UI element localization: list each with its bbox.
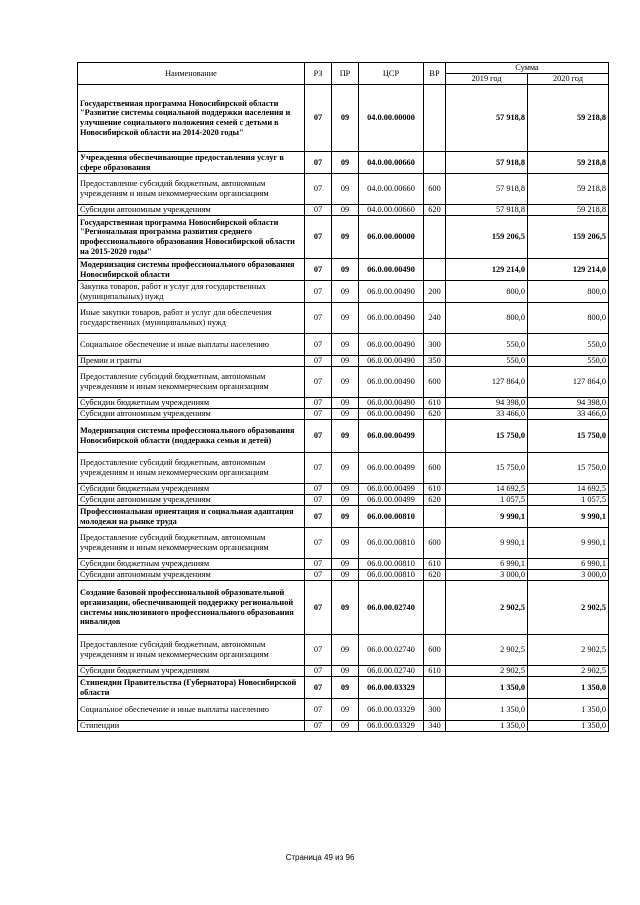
row-name: Государственная программа Новосибирской области "Региональная программа развития среднего профессионального образования Новосибирской области на 2015-2020 годы" <box>78 216 305 259</box>
row-pr: 09 <box>332 635 359 666</box>
row-csr: 06.0.00.00490 <box>359 367 424 398</box>
row-rz: 07 <box>305 216 332 259</box>
row-pr: 09 <box>332 721 359 732</box>
row-sum-2020: 59 218,8 <box>528 85 609 152</box>
row-pr: 09 <box>332 666 359 677</box>
row-pr: 09 <box>332 570 359 581</box>
row-csr: 06.0.00.00490 <box>359 303 424 334</box>
row-csr: 06.0.00.00490 <box>359 334 424 356</box>
row-csr: 06.0.00.03329 <box>359 699 424 721</box>
row-rz: 07 <box>305 205 332 216</box>
row-sum-2019: 14 692,5 <box>446 484 528 495</box>
row-rz: 07 <box>305 495 332 506</box>
row-vr: 300 <box>424 699 446 721</box>
table-row <box>78 303 609 334</box>
row-csr: 06.0.00.00490 <box>359 398 424 409</box>
row-rz: 07 <box>305 334 332 356</box>
row-rz: 07 <box>305 367 332 398</box>
row-csr: 06.0.00.00490 <box>359 259 424 281</box>
row-pr: 09 <box>332 281 359 303</box>
row-pr: 09 <box>332 677 359 699</box>
row-name: Субсидии автономным учреждениям <box>78 495 305 506</box>
header-sum: Сумма <box>446 63 609 74</box>
row-vr: 600 <box>424 635 446 666</box>
row-vr <box>424 85 446 152</box>
row-rz: 07 <box>305 174 332 205</box>
row-sum-2019: 94 398,0 <box>446 398 528 409</box>
row-name: Предоставление субсидий бюджетным, автономным учреждениям и иным некоммерческим организациям <box>78 528 305 559</box>
row-csr: 06.0.00.03329 <box>359 721 424 732</box>
row-pr: 09 <box>332 174 359 205</box>
table-row <box>78 205 609 216</box>
row-name: Стипендии Правительства (Губернатора) Новосибирской области <box>78 677 305 699</box>
table-row <box>78 453 609 484</box>
table-row <box>78 398 609 409</box>
row-sum-2020: 127 864,0 <box>528 367 609 398</box>
row-pr: 09 <box>332 367 359 398</box>
row-name: Социальное обеспечение и иные выплаты населению <box>78 699 305 721</box>
row-sum-2019: 15 750,0 <box>446 453 528 484</box>
row-rz: 07 <box>305 677 332 699</box>
row-vr: 340 <box>424 721 446 732</box>
page-number: Страница 49 из 96 <box>285 853 355 862</box>
row-sum-2020: 59 218,8 <box>528 152 609 174</box>
row-pr: 09 <box>332 356 359 367</box>
row-vr: 620 <box>424 495 446 506</box>
row-pr: 09 <box>332 453 359 484</box>
row-rz: 07 <box>305 398 332 409</box>
row-pr: 09 <box>332 303 359 334</box>
row-rz: 07 <box>305 635 332 666</box>
row-sum-2019: 1 350,0 <box>446 677 528 699</box>
row-csr: 06.0.00.00499 <box>359 484 424 495</box>
row-csr: 06.0.00.00810 <box>359 506 424 528</box>
header-csr: ЦСР <box>359 63 424 85</box>
table-row <box>78 506 609 528</box>
row-pr: 09 <box>332 85 359 152</box>
header-2020: 2020 год <box>528 74 609 85</box>
row-vr <box>424 152 446 174</box>
row-rz: 07 <box>305 303 332 334</box>
row-rz: 07 <box>305 356 332 367</box>
row-rz: 07 <box>305 721 332 732</box>
row-csr: 04.0.00.00660 <box>359 152 424 174</box>
row-pr: 09 <box>332 152 359 174</box>
header-name: Наименование <box>78 63 305 85</box>
row-name: Субсидии бюджетным учреждениям <box>78 484 305 495</box>
row-vr: 620 <box>424 570 446 581</box>
row-csr: 06.0.00.02740 <box>359 635 424 666</box>
row-pr: 09 <box>332 495 359 506</box>
row-sum-2020: 14 692,5 <box>528 484 609 495</box>
row-rz: 07 <box>305 85 332 152</box>
row-rz: 07 <box>305 453 332 484</box>
row-sum-2020: 159 206,5 <box>528 216 609 259</box>
row-pr: 09 <box>332 506 359 528</box>
row-vr <box>424 216 446 259</box>
row-name: Предоставление субсидий бюджетным, автономным учреждениям и иным некоммерческим организациям <box>78 174 305 205</box>
row-vr: 240 <box>424 303 446 334</box>
row-sum-2020: 1 350,0 <box>528 677 609 699</box>
row-name: Премии и гранты <box>78 356 305 367</box>
row-vr: 610 <box>424 398 446 409</box>
table-row <box>78 484 609 495</box>
table-row <box>78 409 609 420</box>
row-sum-2019: 550,0 <box>446 334 528 356</box>
row-name: Субсидии бюджетным учреждениям <box>78 559 305 570</box>
row-rz: 07 <box>305 528 332 559</box>
row-vr <box>424 259 446 281</box>
row-csr: 04.0.00.00660 <box>359 174 424 205</box>
header-rz: РЗ <box>305 63 332 85</box>
row-vr: 600 <box>424 528 446 559</box>
row-sum-2019: 9 990,1 <box>446 506 528 528</box>
row-pr: 09 <box>332 581 359 635</box>
row-vr: 200 <box>424 281 446 303</box>
row-name: Профессиональная ориентация и социальная адаптация молодежи на рынке труда <box>78 506 305 528</box>
row-sum-2019: 127 864,0 <box>446 367 528 398</box>
row-name: Субсидии автономным учреждениям <box>78 409 305 420</box>
row-sum-2020: 2 902,5 <box>528 581 609 635</box>
row-sum-2020: 15 750,0 <box>528 420 609 453</box>
row-sum-2019: 57 918,8 <box>446 174 528 205</box>
row-rz: 07 <box>305 581 332 635</box>
row-csr: 04.0.00.00000 <box>359 85 424 152</box>
row-sum-2020: 59 218,8 <box>528 205 609 216</box>
table-row <box>78 356 609 367</box>
row-rz: 07 <box>305 699 332 721</box>
table-row <box>78 699 609 721</box>
table-row <box>78 334 609 356</box>
row-csr: 06.0.00.00810 <box>359 570 424 581</box>
row-csr: 06.0.00.00499 <box>359 420 424 453</box>
row-name: Иные закупки товаров, работ и услуг для обеспечения государственных (муниципальных) нужд <box>78 303 305 334</box>
row-sum-2019: 550,0 <box>446 356 528 367</box>
row-name: Социальное обеспечение и иные выплаты населению <box>78 334 305 356</box>
table-row <box>78 635 609 666</box>
table-row <box>78 559 609 570</box>
row-pr: 09 <box>332 559 359 570</box>
row-vr: 610 <box>424 666 446 677</box>
row-sum-2020: 1 350,0 <box>528 721 609 732</box>
row-name: Субсидии автономным учреждениям <box>78 570 305 581</box>
row-vr <box>424 677 446 699</box>
row-csr: 06.0.00.00490 <box>359 409 424 420</box>
row-sum-2020: 129 214,0 <box>528 259 609 281</box>
header-vr: ВР <box>424 63 446 85</box>
row-name: Модернизация системы профессионального образования Новосибирской области <box>78 259 305 281</box>
row-pr: 09 <box>332 528 359 559</box>
row-rz: 07 <box>305 409 332 420</box>
row-sum-2019: 57 918,8 <box>446 85 528 152</box>
table-row <box>78 216 609 259</box>
row-name: Предоставление субсидий бюджетным, автономным учреждениям и иным некоммерческим организациям <box>78 367 305 398</box>
row-sum-2020: 9 990,1 <box>528 528 609 559</box>
row-vr: 610 <box>424 559 446 570</box>
table-row <box>78 85 609 152</box>
row-sum-2019: 159 206,5 <box>446 216 528 259</box>
row-name: Субсидии автономным учреждениям <box>78 205 305 216</box>
row-sum-2020: 59 218,8 <box>528 174 609 205</box>
row-csr: 06.0.00.00490 <box>359 356 424 367</box>
row-pr: 09 <box>332 259 359 281</box>
row-rz: 07 <box>305 152 332 174</box>
row-rz: 07 <box>305 259 332 281</box>
row-sum-2020: 1 057,5 <box>528 495 609 506</box>
row-rz: 07 <box>305 484 332 495</box>
row-sum-2019: 1 350,0 <box>446 721 528 732</box>
row-vr: 350 <box>424 356 446 367</box>
row-sum-2020: 6 990,1 <box>528 559 609 570</box>
row-csr: 06.0.00.00499 <box>359 495 424 506</box>
table-row <box>78 367 609 398</box>
table-row <box>78 528 609 559</box>
row-sum-2019: 1 057,5 <box>446 495 528 506</box>
row-sum-2019: 33 466,0 <box>446 409 528 420</box>
table-row <box>78 281 609 303</box>
row-csr: 04.0.00.00660 <box>359 205 424 216</box>
row-rz: 07 <box>305 420 332 453</box>
row-sum-2020: 94 398,0 <box>528 398 609 409</box>
row-sum-2020: 33 466,0 <box>528 409 609 420</box>
row-csr: 06.0.00.00490 <box>359 281 424 303</box>
row-rz: 07 <box>305 281 332 303</box>
table-row <box>78 666 609 677</box>
row-sum-2019: 2 902,5 <box>446 666 528 677</box>
row-rz: 07 <box>305 570 332 581</box>
row-sum-2020: 2 902,5 <box>528 635 609 666</box>
row-sum-2020: 15 750,0 <box>528 453 609 484</box>
row-sum-2019: 1 350,0 <box>446 699 528 721</box>
row-pr: 09 <box>332 205 359 216</box>
row-sum-2019: 6 990,1 <box>446 559 528 570</box>
table-row <box>78 677 609 699</box>
header-2019: 2019 год <box>446 74 528 85</box>
table-row <box>78 174 609 205</box>
row-pr: 09 <box>332 484 359 495</box>
row-rz: 07 <box>305 559 332 570</box>
row-vr: 300 <box>424 334 446 356</box>
table-row <box>78 721 609 732</box>
row-pr: 09 <box>332 420 359 453</box>
row-csr: 06.0.00.00810 <box>359 559 424 570</box>
row-vr: 610 <box>424 484 446 495</box>
table-row <box>78 570 609 581</box>
row-sum-2019: 129 214,0 <box>446 259 528 281</box>
row-sum-2020: 2 902,5 <box>528 666 609 677</box>
row-pr: 09 <box>332 409 359 420</box>
row-sum-2020: 9 990,1 <box>528 506 609 528</box>
row-sum-2019: 9 990,1 <box>446 528 528 559</box>
row-vr <box>424 420 446 453</box>
row-name: Предоставление субсидий бюджетным, автономным учреждениям и иным некоммерческим организациям <box>78 635 305 666</box>
row-sum-2019: 2 902,5 <box>446 635 528 666</box>
table-row <box>78 259 609 281</box>
table-row <box>78 581 609 635</box>
row-name: Закупка товаров, работ и услуг для государственных (муниципальных) нужд <box>78 281 305 303</box>
row-sum-2020: 800,0 <box>528 281 609 303</box>
row-sum-2020: 550,0 <box>528 334 609 356</box>
row-csr: 06.0.00.00000 <box>359 216 424 259</box>
row-vr: 620 <box>424 409 446 420</box>
row-pr: 09 <box>332 334 359 356</box>
row-sum-2020: 3 000,0 <box>528 570 609 581</box>
row-sum-2019: 57 918,8 <box>446 152 528 174</box>
row-name: Государственная программа Новосибирской области "Развитие системы социальной поддержки населения и улучшение социального положения семей с детьми в Новосибирской области на 2014-2020 годы" <box>78 85 305 152</box>
row-csr: 06.0.00.02740 <box>359 581 424 635</box>
row-pr: 09 <box>332 216 359 259</box>
budget-table <box>77 62 609 732</box>
row-name: Учреждения обеспечивающие предоставления услуг в сфере образования <box>78 152 305 174</box>
row-name: Субсидии бюджетным учреждениям <box>78 666 305 677</box>
row-vr: 600 <box>424 174 446 205</box>
row-name: Стипендии <box>78 721 305 732</box>
row-name: Субсидии бюджетным учреждениям <box>78 398 305 409</box>
row-sum-2019: 15 750,0 <box>446 420 528 453</box>
row-sum-2020: 550,0 <box>528 356 609 367</box>
row-sum-2019: 800,0 <box>446 303 528 334</box>
row-sum-2020: 800,0 <box>528 303 609 334</box>
row-vr: 620 <box>424 205 446 216</box>
table-body <box>78 85 609 732</box>
row-csr: 06.0.00.00499 <box>359 453 424 484</box>
header-pr: ПР <box>332 63 359 85</box>
row-rz: 07 <box>305 506 332 528</box>
row-csr: 06.0.00.03329 <box>359 677 424 699</box>
row-pr: 09 <box>332 398 359 409</box>
row-vr: 600 <box>424 367 446 398</box>
row-vr <box>424 506 446 528</box>
table-row <box>78 152 609 174</box>
row-sum-2020: 1 350,0 <box>528 699 609 721</box>
row-sum-2019: 57 918,8 <box>446 205 528 216</box>
row-csr: 06.0.00.02740 <box>359 666 424 677</box>
row-pr: 09 <box>332 699 359 721</box>
row-name: Модернизация системы профессионального образования Новосибирской области (поддержка семьи и детей) <box>78 420 305 453</box>
row-sum-2019: 2 902,5 <box>446 581 528 635</box>
row-csr: 06.0.00.00810 <box>359 528 424 559</box>
row-sum-2019: 800,0 <box>446 281 528 303</box>
row-rz: 07 <box>305 666 332 677</box>
table-row <box>78 420 609 453</box>
row-name: Создание базовой профессиональной образовательной организации, обеспечивающей поддержку региональной системы инклюзивного профессионального образования инвалидов <box>78 581 305 635</box>
row-name: Предоставление субсидий бюджетным, автономным учреждениям и иным некоммерческим организациям <box>78 453 305 484</box>
row-sum-2019: 3 000,0 <box>446 570 528 581</box>
row-vr <box>424 581 446 635</box>
row-vr: 600 <box>424 453 446 484</box>
table-row <box>78 495 609 506</box>
